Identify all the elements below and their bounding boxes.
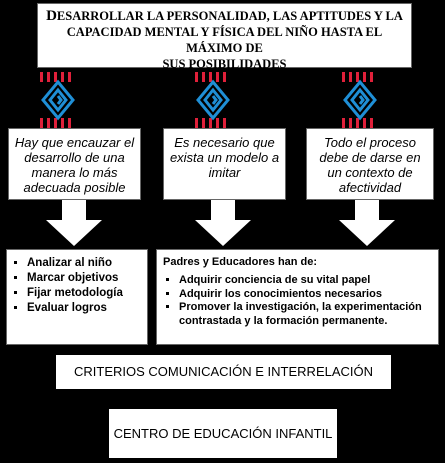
ornament-icon-2: [193, 72, 233, 128]
list-item: ▪ Analizar al niño: [27, 256, 143, 271]
title-line-1: ESARROLLAR LA PERSONALIDAD, LAS APTITUDES Y LA: [56, 9, 403, 23]
column-box-1: Hay que encauzar el desarrollo de una manera lo más adecuada posible: [8, 128, 141, 200]
down-arrow-icon-3: [337, 200, 397, 246]
title-line-3: SUS POSIBILIDADES: [162, 57, 287, 71]
responsibilities-box: [156, 249, 439, 345]
list-item: ▪ Marcar objetivos: [27, 271, 143, 286]
criterios-banner: CRITERIOS COMUNICACIÓN E INTERRELACIÓN: [56, 355, 391, 389]
column-box-2: Es necesario que exista un modelo a imitar: [163, 128, 286, 200]
actions-list-box: [6, 249, 148, 345]
ornament-icon-1: [38, 72, 78, 128]
responsibilities-heading: Padres y Educadores han de:: [163, 256, 318, 268]
down-arrow-icon-1: [44, 200, 104, 246]
centro-banner: CENTRO DE EDUCACIÓN INFANTIL: [109, 409, 337, 458]
ornament-icon-3: [340, 72, 380, 128]
title-initial: D: [46, 8, 57, 24]
title-line-2: CAPACIDAD MENTAL Y FÍSICA DEL NIÑO HASTA EL MÁXIMO DE: [66, 25, 383, 55]
list-item: ▪ Adquirir los conocimientos necesarios: [179, 288, 432, 302]
responsibilities-list: [163, 274, 432, 328]
column-box-3: Todo el proceso debe de darse en un contexto de afectividad: [306, 128, 434, 200]
list-item: ▪ Adquirir conciencia de su vital papel: [179, 274, 432, 288]
list-item: ▪ Evaluar logros: [27, 301, 143, 316]
actions-list: [11, 256, 143, 316]
main-goal-box: [37, 3, 412, 71]
list-item: ▪ Promover la investigación, la experimentación contrastada y la formación permanente.: [179, 301, 432, 328]
down-arrow-icon-2: [193, 200, 253, 246]
list-item: ▪ Fijar metodología: [27, 286, 143, 301]
